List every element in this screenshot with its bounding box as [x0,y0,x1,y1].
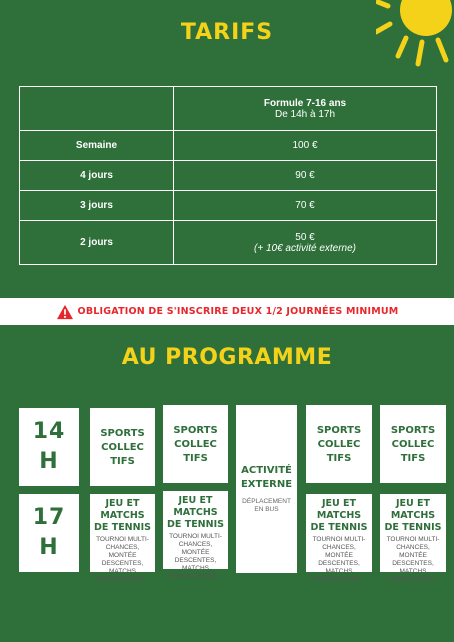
table-header-row [20,87,437,131]
sport-title: SPORTS COLLEC TIFS [316,425,362,464]
table-corner-cell [20,87,174,131]
end-hour: 17 [32,505,66,530]
row-price: 70 € [174,191,437,221]
tennis-title: JEU ET MATCHS DE TENNIS [167,495,224,530]
sport-title: SPORTS COLLEC TIFS [390,425,436,464]
row-label: 3 jours [20,191,174,221]
sport-card [306,405,372,483]
horaire-label: De 14h à 17h [274,108,336,120]
warning-icon [56,304,74,320]
formule-header-cell [174,87,437,131]
row-label: Semaine [20,131,174,161]
sport-card [380,405,446,483]
tennis-title: JEU ET MATCHS DE TENNIS [94,498,151,533]
tennis-title: JEU ET MATCHS DE TENNIS [384,498,442,533]
external-description: DÉPLACEMENT EN BUS [242,498,291,513]
tennis-title: JEU ET MATCHS DE TENNIS [310,498,368,533]
row-price: 90 € [174,161,437,191]
external-activity-card [236,405,297,573]
tarifs-title: TARIFS [180,20,274,45]
tennis-card [380,494,446,583]
table-row [20,161,437,191]
table-row [20,131,437,161]
sport-card [163,405,228,483]
sport-title: SPORTS COLLEC TIFS [100,428,145,467]
table-row [20,191,437,221]
obligation-banner [0,298,454,325]
tennis-description: TOURNOI MULTI-CHANCES, MONTÉE DESCENTES, MATCHS HOMOLOGUÉS... [386,536,440,583]
table-row [20,221,437,265]
end-time-card [19,494,79,572]
sport-card [90,408,155,486]
end-hour-unit: H [39,535,59,560]
external-title: ACTIVITÉ EXTERNE [240,465,293,490]
tennis-description: TOURNOI MULTI-CHANCES, MONTÉE DESCENTES, MATCHS HOMOLOGUÉS... [169,533,222,580]
tennis-card [90,494,155,583]
sport-title: SPORTS COLLEC TIFS [173,425,218,464]
start-hour: 14 [32,419,66,444]
tarifs-table [19,86,437,265]
row-price-cell [174,221,437,265]
tennis-description: TOURNOI MULTI-CHANCES, MONTÉE DESCENTES, MATCHS HOMOLOGUÉS... [96,536,149,583]
formule-label: Formule 7-16 ans [263,97,347,109]
tennis-card [306,494,372,583]
start-time-card [19,408,79,486]
row-label: 2 jours [20,221,174,265]
row-price: 100 € [174,131,437,161]
obligation-text: OBLIGATION DE S'INSCRIRE DEUX 1/2 JOURNÉES MINIMUM [77,306,399,317]
tennis-description: TOURNOI MULTI-CHANCES, MONTÉE DESCENTES, MATCHS HOMOLOGUÉS... [312,536,366,583]
tennis-card [163,491,228,580]
row-price: 50 € [295,231,315,243]
start-hour-unit: H [39,449,59,474]
programme-title: AU PROGRAMME [121,345,333,370]
row-label: 4 jours [20,161,174,191]
row-price-note: (+ 10€ activité externe) [254,242,356,254]
